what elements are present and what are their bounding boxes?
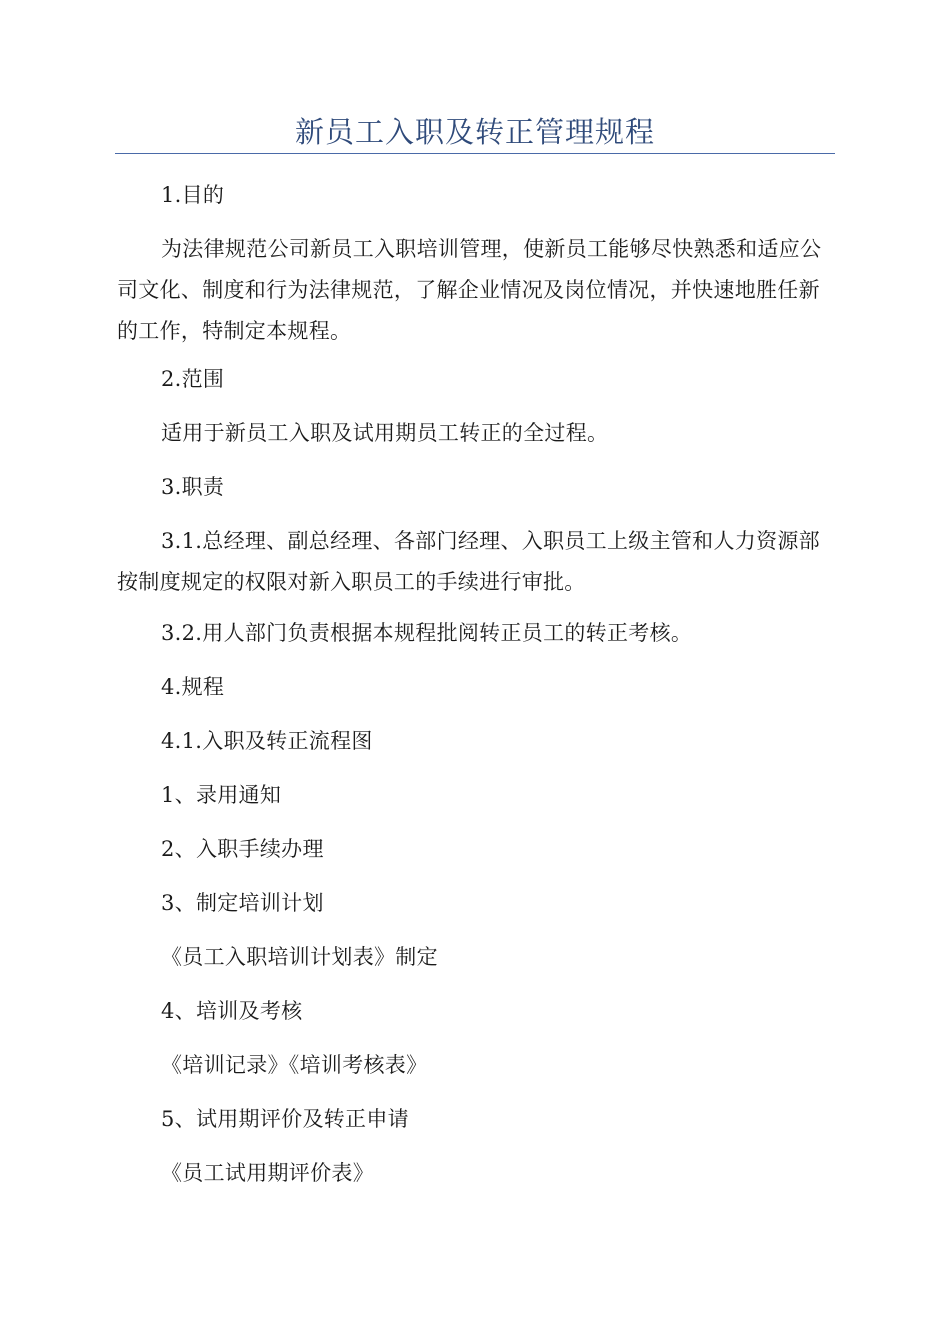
form-reference-training-records: 《培训记录》《培训考核表》 (161, 1053, 428, 1077)
list-item-step-1: 1、录用通知 (161, 783, 282, 807)
list-item-step-4: 4、培训及考核 (161, 999, 303, 1023)
form-reference-probation-evaluation: 《员工试用期评价表》 (161, 1161, 374, 1185)
document-title: 新员工入职及转正管理规程 (294, 115, 655, 149)
form-reference-training-plan: 《员工入职培训计划表》制定 (161, 945, 438, 969)
paragraph-responsibility-3-1: 3.1.总经理、副总经理、各部门经理、入职员工上级主管和人力资源部按制度规定的权限对新入职员工的手续进行审批。 (117, 529, 820, 594)
title-underline (115, 153, 835, 154)
list-item-step-5: 5、试用期评价及转正申请 (161, 1107, 409, 1131)
list-item-step-3: 3、制定培训计划 (161, 891, 324, 915)
heading-responsibilities: 3.职责 (161, 475, 225, 499)
heading-flowchart: 4.1.入职及转正流程图 (161, 729, 373, 753)
heading-procedure: 4.规程 (161, 675, 225, 699)
heading-scope: 2.范围 (161, 367, 225, 391)
heading-purpose: 1.目的 (161, 183, 225, 207)
paragraph-purpose-body: 为法律规范公司新员工入职培训管理，使新员工能够尽快熟悉和适应公司文化、制度和行为法律规范，了解企业情况及岗位情况，并快速地胜任新的工作，特制定本规程。 (117, 237, 822, 343)
list-item-step-2: 2、入职手续办理 (161, 837, 324, 861)
paragraph-scope-body: 适用于新员工入职及试用期员工转正的全过程。 (161, 421, 609, 445)
paragraph-responsibility-3-2: 3.2.用人部门负责根据本规程批阅转正员工的转正考核。 (161, 621, 693, 645)
